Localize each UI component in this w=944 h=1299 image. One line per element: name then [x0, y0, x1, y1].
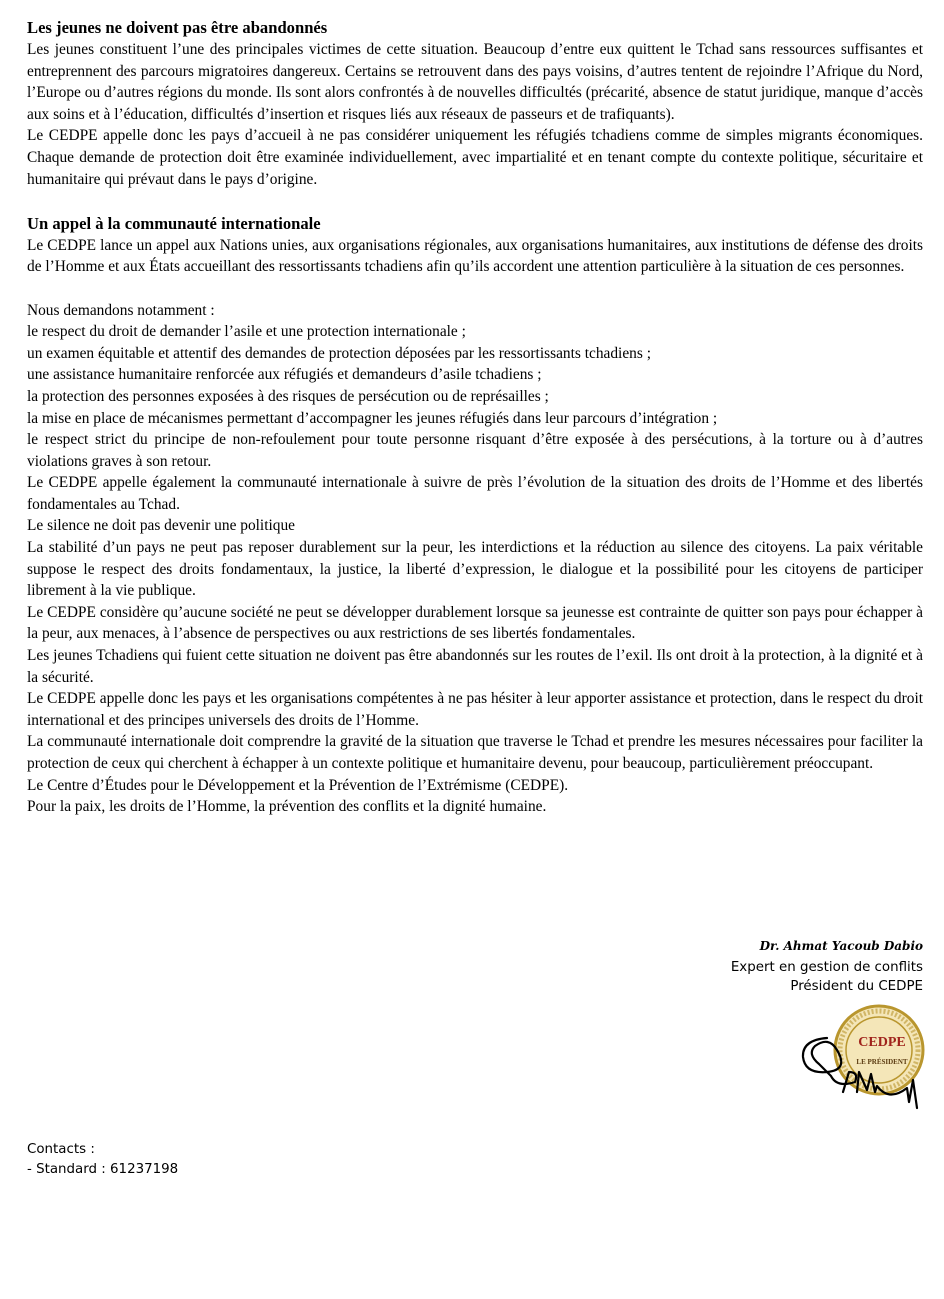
paragraph: Les jeunes Tchadiens qui fuient cette situation ne doivent pas être abandonnés sur les routes de l’exil. Ils ont droit à la protection, à la dignité et à la sécurité.	[27, 647, 923, 686]
paragraph: La stabilité d’un pays ne peut pas reposer durablement sur la peur, les interdictions et la réduction au silence des citoyens. La paix véritable suppose le respect des droits fondamentaux, la justice, la liberté d’expression, le dialogue et la possibilité pour les citoyens de participer librement à la vie publique.	[27, 539, 923, 600]
demand-item: la protection des personnes exposées à des risques de persécution ou de représailles ;	[27, 387, 549, 405]
demand-item: le respect strict du principe de non-refoulement pour toute personne risquant d’être exposée à des persécutions, à la torture ou à d’autres violations graves à son retour.	[27, 431, 923, 470]
paragraph: Le CEDPE appelle également la communauté internationale à suivre de près l’évolution de la situation des droits de l’Homme et des libertés fondamentales au Tchad.	[27, 474, 923, 513]
paragraph: La communauté internationale doit comprendre la gravité de la situation que traverse le Tchad et prendre les mesures nécessaires pour faciliter la protection de ceux qui cherchent à échapper à un contexte politique et humanitaire devenu, pour beaucoup, particulièrement préoccupant.	[27, 733, 923, 772]
demand-item: un examen équitable et attentif des demandes de protection déposées par les ressortissants tchadiens ;	[27, 344, 651, 362]
spacer	[27, 190, 923, 212]
contact-phone: - Standard : 61237198	[27, 1162, 179, 1177]
paragraph: Le CEDPE considère qu’aucune société ne peut se développer durablement lorsque sa jeunesse est contrainte de quitter son pays pour échapper à la peur, aux menaces, à l’absence de perspectives ou aux restrictions de ses libertés fondamentales.	[27, 603, 923, 643]
paragraph: Les jeunes constituent l’une des principales victimes de cette situation. Beaucoup d’entre eux quittent le Tchad sans ressources suffisantes et entreprennent des parcours migratoires dangereux. Certains se retrouvent dans des pays voisins, d’autres tentent de rejoindre l’Afrique du Nord, l’Europe ou d’autres régions du monde. Ils sont alors confrontés à de nouvelles difficultés (précarité, absence de statut juridique, manque d’accès aux soins et à l’éducation, difficultés d’insertion et risques liés aux réseaux de passeurs et de trafiquants).	[27, 41, 923, 123]
demand-item: la mise en place de mécanismes permettant d’accompagner les jeunes réfugiés dans leur parcours d’intégration ;	[27, 409, 718, 427]
paragraph: Le CEDPE lance un appel aux Nations unies, aux organisations régionales, aux organisations humanitaires, aux institutions de défense des droits de l’Homme et aux États accueillant des ressortissants tchadiens afin qu’ils accordent une attention particulière à la situation de ces personnes.	[27, 236, 923, 276]
demands-intro: Nous demandons notamment :	[27, 301, 215, 319]
signatory-role: Président du CEDPE	[790, 978, 923, 994]
section-heading-youth: Les jeunes ne doivent pas être abandonnés	[27, 18, 328, 37]
organization-name: Le Centre d’Études pour le Développement et la Prévention de l’Extrémisme (CEDPE).	[27, 776, 569, 794]
section-heading-international-appeal: Un appel à la communauté internationale	[27, 213, 321, 233]
stamp-text: CEDPE	[858, 1035, 906, 1050]
signatory-name: Dr. Ahmat Yacoub Dabio	[759, 939, 923, 953]
signature-block	[563, 937, 923, 996]
contacts-label: Contacts :	[27, 1142, 95, 1157]
demand-item: le respect du droit de demander l’asile et une protection internationale ;	[27, 323, 466, 341]
subheading-silence: Le silence ne doit pas devenir une politique	[27, 517, 295, 535]
paragraph: Le CEDPE appelle donc les pays d’accueil à ne pas considérer uniquement les réfugiés tchadiens comme de simples migrants économiques. Chaque demande de protection doit être examinée individuellement, avec impartialité et en tenant compte du contexte politique, sécuritaire et humanitaire qui prévaut dans le pays d’origine.	[27, 127, 923, 188]
paragraph: Le CEDPE appelle donc les pays et les organisations compétentes à ne pas hésiter à leur apporter assistance et protection, dans le respect du droit international et des principes universels des droits de l’Homme.	[27, 690, 923, 729]
demand-item: une assistance humanitaire renforcée aux réfugiés et demandeurs d’asile tchadiens ;	[27, 366, 542, 384]
contacts-block	[27, 1140, 178, 1180]
official-stamp	[797, 1002, 927, 1112]
document-body	[27, 16, 923, 818]
spacer	[27, 278, 923, 300]
motto: Pour la paix, les droits de l’Homme, la prévention des conflits et la dignité humaine.	[27, 798, 547, 816]
stamp-subtext: LE PRÉSIDENT	[856, 1058, 908, 1066]
signatory-title: Expert en gestion de conflits	[730, 960, 923, 975]
